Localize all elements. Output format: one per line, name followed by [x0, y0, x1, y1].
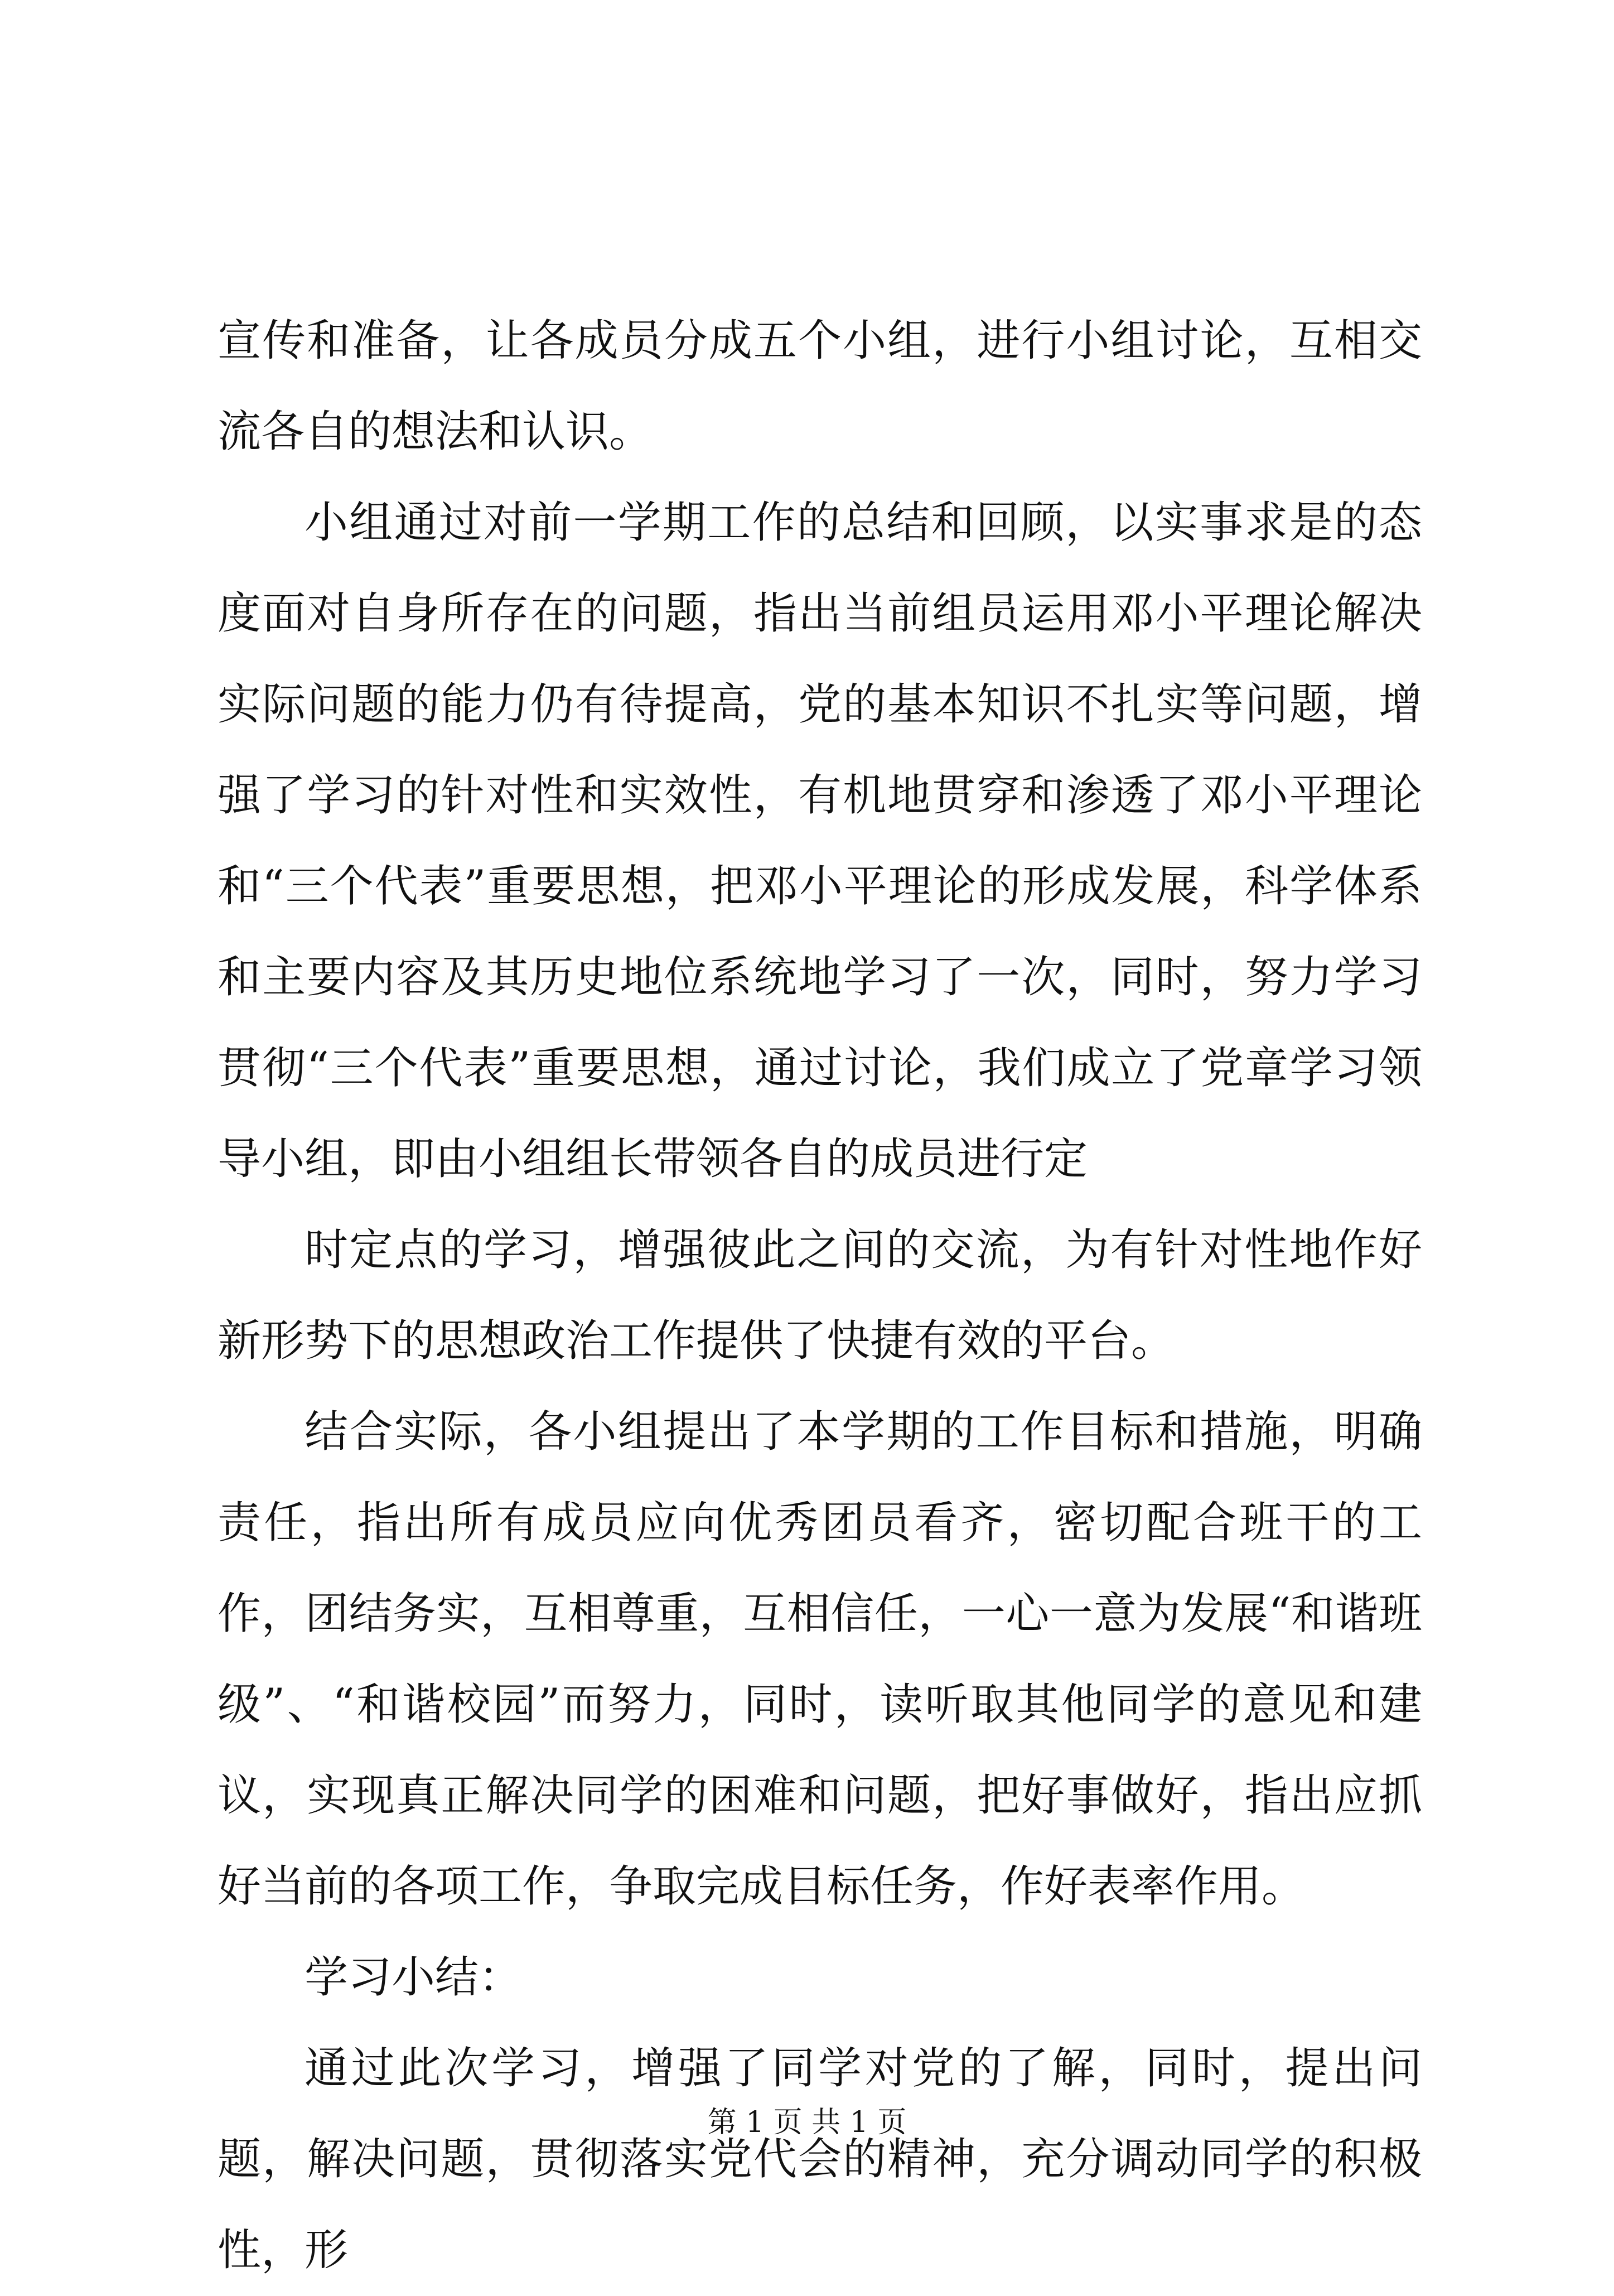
paragraph-goals-measures: 结合实际，各小组提出了本学期的工作目标和措施，明确责任，指出所有成员应向优秀团员看齐，密切配合班干的工作，团结务实，互相尊重，互相信任，一心一意为发展“和谐班级”、“和谐校园”而努力，同时，读听取其他同学的意见和建议，实现真正解决同学的困难和问题，把好事做好，指出应抓好当前的各项工作，争取完成目标任务，作好表率作用。: [218, 1407, 1422, 1912]
document-body: [218, 296, 1422, 2296]
section-heading-study-summary: 学习小结：: [305, 1952, 523, 2003]
paragraph-study-schedule: 时定点的学习，增强彼此之间的交流，为有针对性地作好新形势下的思想政治工作提供了快捷有效的平台。: [218, 1225, 1422, 1366]
page-number-footer: 第 1 页 共 1 页: [707, 2106, 907, 2139]
paragraph-continuation: 宣传和准备，让各成员分成五个小组，进行小组讨论，互相交流各自的想法和认识。: [218, 316, 1422, 457]
paragraph-summary-review: 小组通过对前一学期工作的总结和回顾，以实事求是的态度面对自身所存在的问题，指出当前组员运用邓小平理论解决实际问题的能力仍有待提高，党的基本知识不扎实等问题，增强了学习的针对性和实效性，有机地贯穿和渗透了邓小平理论和“三个代表”重要思想，把邓小平理论的形成发展，科学体系和主要内容及其历史地位系统地学习了一次，同时，努力学习贯彻“三个代表”重要思想，通过讨论，我们成立了党章学习领导小组，即由小组组长带领各自的成员进行定: [218, 498, 1422, 1184]
paragraph-study-outcome: 通过此次学习，增强了同学对党的了解，同时，提出问题，解决问题，贯彻落实党代会的精神，充分调动同学的积极性，形: [218, 2043, 1422, 2275]
